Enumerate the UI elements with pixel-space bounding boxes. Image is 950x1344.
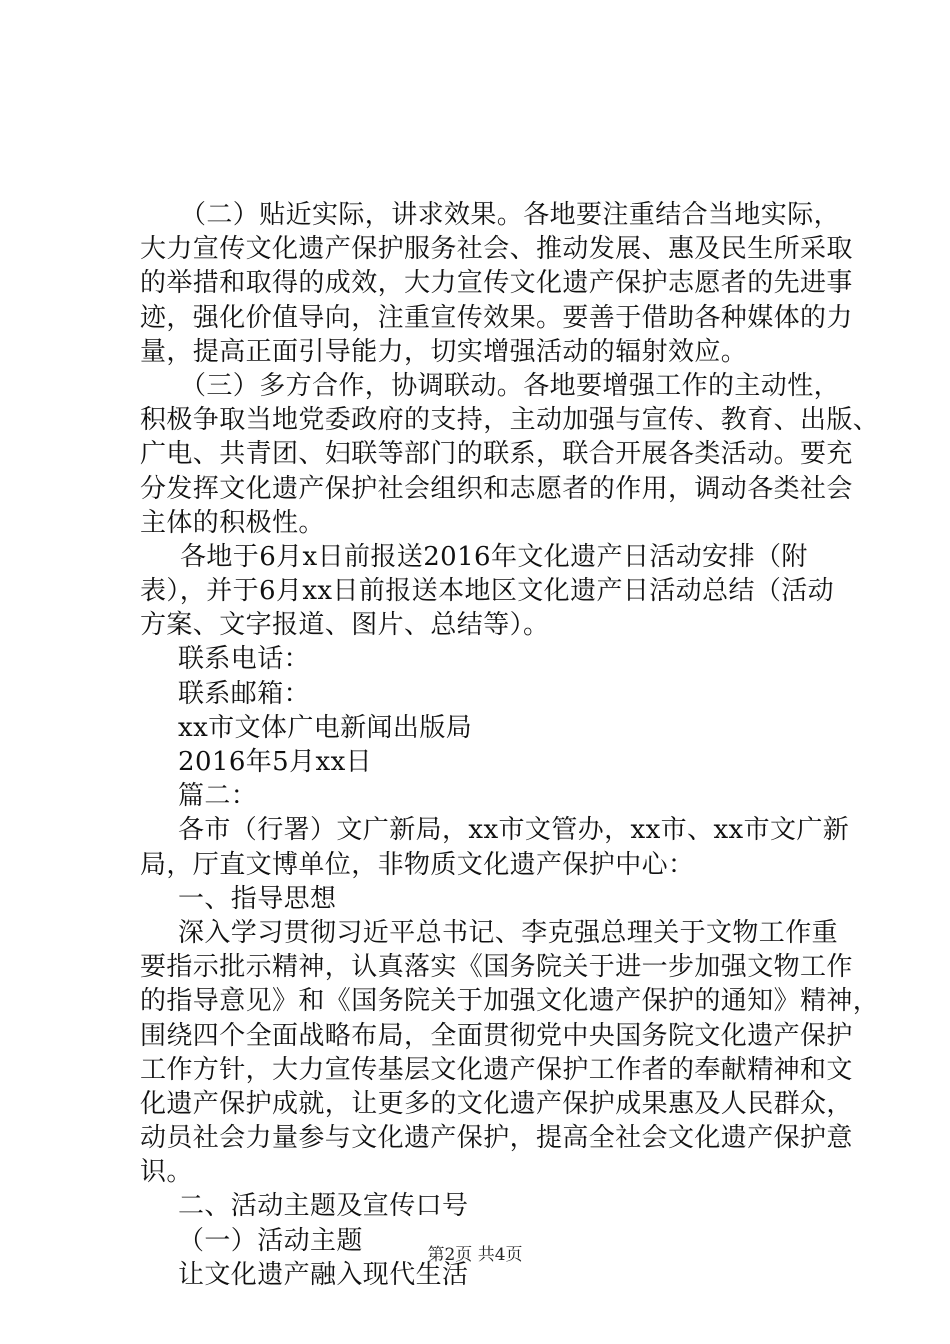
page-footer: 第2页 共4页 [427, 1245, 523, 1265]
text-line: 二、活动主题及宣传口号 [178, 1191, 469, 1222]
text-line: （二）贴近实际，讲求效果。各地要注重结合当地实际， [180, 200, 841, 230]
text-line: 各市（行署）文广新局，xx市文管办，xx市、xx市文广新 [178, 815, 850, 846]
text-line: 要指示批示精神，认真落实《国务院关于进一步加强文物工作 [140, 952, 853, 983]
text-line: 各地于6月x日前报送2016年文化遗产日活动安排（附 [180, 541, 808, 572]
text-line: 广电、共青团、妇联等部门的联系，联合开展各类活动。要充 [140, 439, 853, 470]
text-line: 局，厅直文博单位，非物质文化遗产保护中心： [140, 849, 695, 880]
text-line: 深入学习贯彻习近平总书记、李克强总理关于文物工作重 [178, 917, 839, 948]
text-line: 联系邮箱： [178, 678, 311, 709]
text-line: 积极争取当地党委政府的支持，主动加强与宣传、教育、出版、 [140, 405, 880, 436]
text-line: 识。 [140, 1157, 193, 1188]
text-line: 化遗产保护成就，让更多的文化遗产保护成果惠及人民群众， [140, 1088, 853, 1119]
text-line: 让文化遗产融入现代生活 [178, 1259, 469, 1290]
text-line: （三）多方合作，协调联动。各地要增强工作的主动性， [180, 370, 841, 401]
text-line: 篇二： [178, 781, 258, 812]
text-line: 大力宣传文化遗产保护服务社会、推动发展、惠及民生所采取 [140, 234, 853, 265]
text-line: 迹，强化价值导向，注重宣传效果。要善于借助各种媒体的力 [140, 302, 853, 333]
document-body [140, 198, 880, 1292]
text-line: 的举措和取得的成效，大力宣传文化遗产保护志愿者的先进事 [140, 268, 853, 299]
text-line: 分发挥文化遗产保护社会组织和志愿者的作用，调动各类社会 [140, 473, 853, 504]
text-line: 围绕四个全面战略布局，全面贯彻党中央国务院文化遗产保护 [140, 1020, 853, 1051]
text-line: 联系电话： [178, 644, 311, 675]
text-line: 表），并于6月xx日前报送本地区文化遗产日活动总结（活动 [140, 576, 835, 607]
text-line: xx市文体广电新闻出版局 [178, 712, 473, 743]
text-line: （一）活动主题 [178, 1225, 363, 1256]
text-line: 主体的积极性。 [140, 507, 325, 538]
text-line: 一、指导思想 [178, 883, 337, 914]
text-line: 2016年5月xx日 [178, 747, 373, 777]
text-line: 量，提高正面引导能力，切实增强活动的辐射效应。 [140, 336, 748, 367]
text-line: 方案、文字报道、图片、总结等）。 [140, 610, 550, 641]
text-line: 的指导意见》和《国务院关于加强文化遗产保护的通知》精神， [140, 986, 880, 1017]
text-line: 工作方针，大力宣传基层文化遗产保护工作者的奉献精神和文 [140, 1054, 853, 1085]
text-line: 动员社会力量参与文化遗产保护，提高全社会文化遗产保护意 [140, 1123, 853, 1154]
